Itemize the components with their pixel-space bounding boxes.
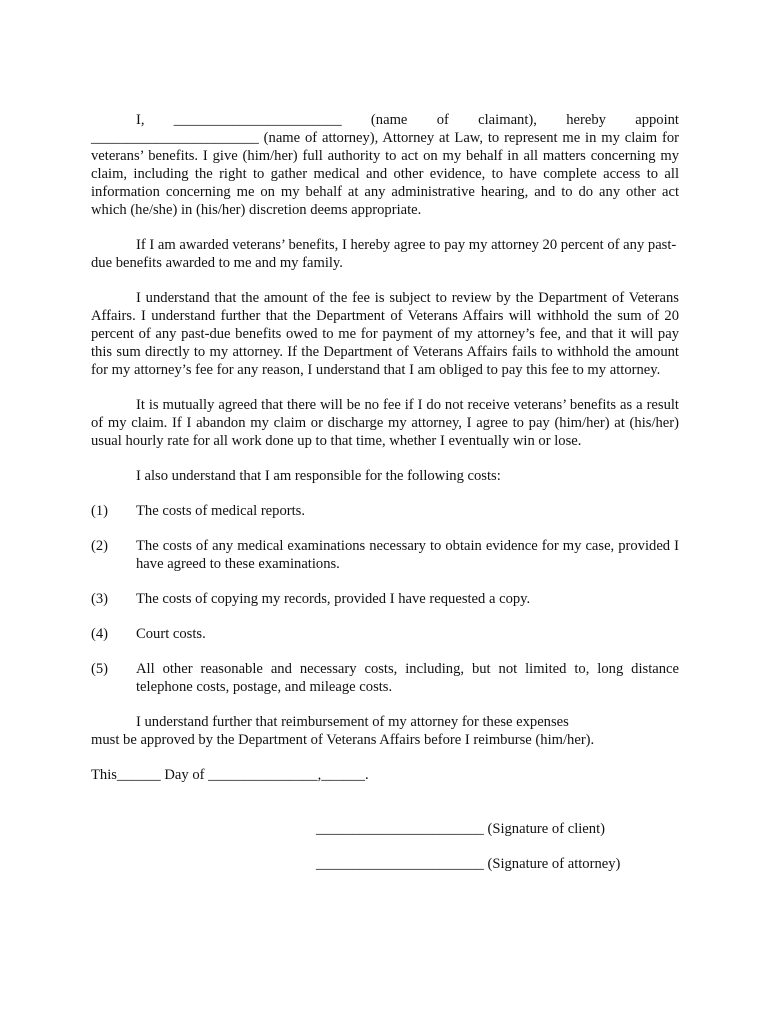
cost-item-2 — [91, 537, 679, 573]
cost-item-5 — [91, 660, 679, 696]
no-fee-paragraph: It is mutually agreed that there will be no fee if I do not receive veterans’ benefits as a result of my claim. If I abandon my claim or discharge my attorney, I agree to pay (him/her) at (his/her) usual hourly rate for all work done up to that time, whether I eventually win or lose. — [91, 397, 679, 449]
client-signature-line: _______________________ (Signature of client) — [316, 821, 605, 837]
cost-item-number: (3) — [91, 591, 109, 607]
date-line: This______ Day of _______________,______. — [91, 767, 369, 783]
cost-item-text: The costs of copying my records, provided I have requested a copy. — [136, 591, 531, 607]
cost-item-number: (5) — [91, 661, 109, 677]
reimbursement-line-1: I understand further that reimbursement of my attorney for these expenses — [136, 714, 569, 730]
reimbursement-paragraph — [91, 713, 679, 749]
cost-item-number: (2) — [91, 538, 109, 554]
cost-item-text: Court costs. — [136, 626, 206, 642]
attorney-signature-line: _______________________ (Signature of attorney) — [316, 856, 621, 872]
appointment-paragraph: I, _______________________ (name of claimant), hereby appoint _______________________ (name of attorney), Attorney at Law, to represent me in my claim for veterans’ benefits. I give (him/her) full authority to act on my behalf in all matters concerning my claim, including the right to gather medical and other evidence, to have complete access to all information concerning me on my behalf at any administrative hearing, and to do any other act which (he/she) in (his/her) discretion deems appropriate. — [91, 112, 679, 218]
cost-item-text: The costs of medical reports. — [136, 503, 305, 519]
cost-item-4 — [91, 625, 679, 643]
fee-agreement-paragraph: If I am awarded veterans’ benefits, I hereby agree to pay my attorney 20 percent of any past-due benefits awarded to me and my family. — [91, 237, 677, 271]
costs-intro-paragraph: I also understand that I am responsible for the following costs: — [136, 468, 501, 484]
cost-item-number: (1) — [91, 503, 109, 519]
cost-item-number: (4) — [91, 626, 109, 642]
cost-item-1 — [91, 502, 679, 520]
cost-item-text: All other reasonable and necessary costs, including, but not limited to, long distance telephone costs, postage, and mileage costs. — [136, 661, 679, 695]
cost-item-3 — [91, 590, 679, 608]
reimbursement-line-2: must be approved by the Department of Veterans Affairs before I reimburse (him/her). — [91, 732, 595, 748]
cost-item-text: The costs of any medical examinations necessary to obtain evidence for my case, provided I have agreed to these examinations. — [136, 538, 679, 572]
fee-review-paragraph: I understand that the amount of the fee is subject to review by the Department of Veterans Affairs. I understand further that the Department of Veterans Affairs will withhold the sum of 20 percent of any past-due benefits owed to me for payment of my attorney’s fee, and that it will pay this sum directly to my attorney. If the Department of Veterans Affairs fails to withhold the amount for my attorney’s fee for any reason, I understand that I am obliged to pay this fee to my attorney. — [91, 290, 679, 378]
document-body — [91, 111, 679, 890]
